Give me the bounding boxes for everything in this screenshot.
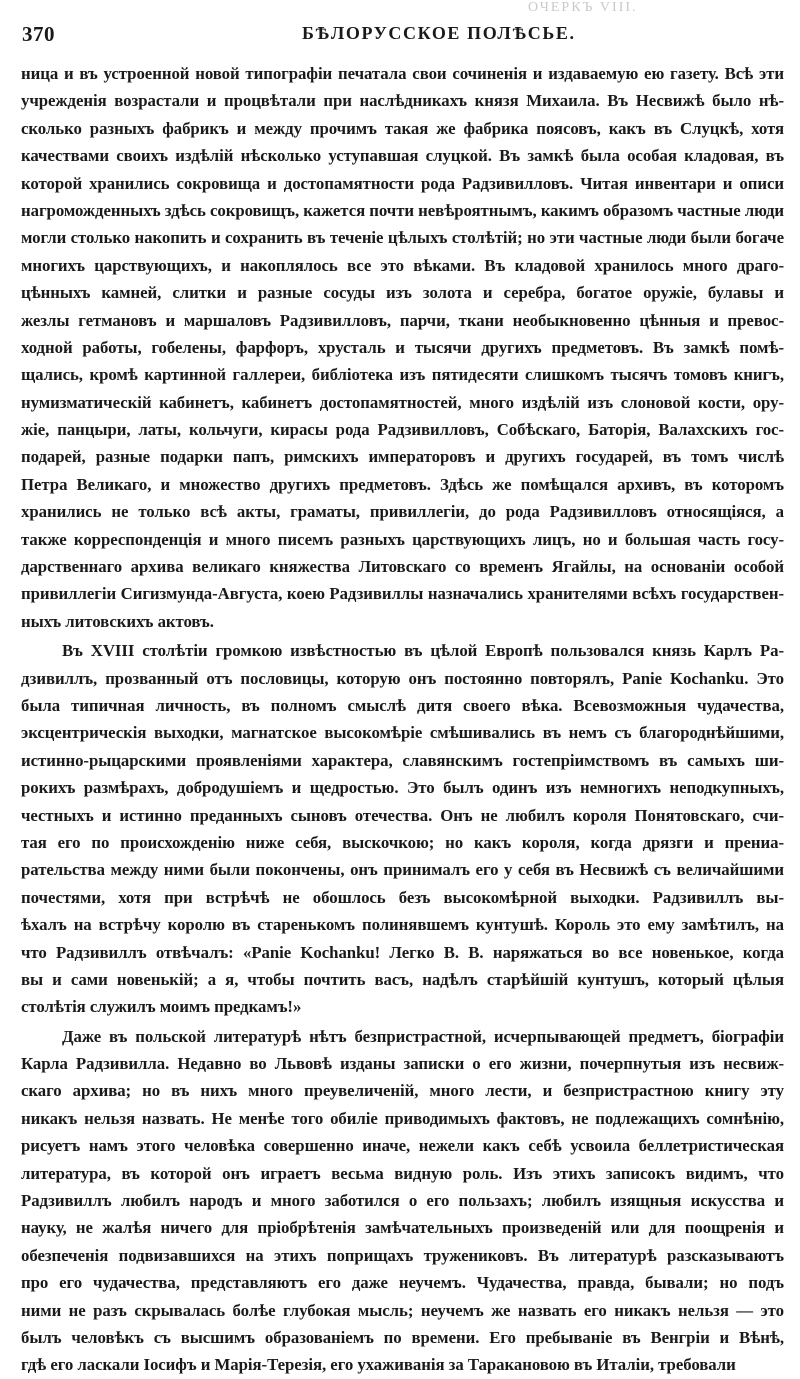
paragraph [21, 1023, 784, 1379]
text-line: почестями, хотя при встрѣчѣ не обошлось безъ высокомѣрной выходки. Радзивиллъ вы- [21, 887, 784, 907]
text-line: рокихъ размѣрахъ, добродушіемъ и щедростью. Это былъ одинъ изъ немногихъ неподкупныхъ, [21, 778, 784, 798]
text-line: литература, въ которой онъ играетъ весьма видную роль. Изъ этихъ записокъ видимъ, что [21, 1163, 784, 1183]
text-line: цѣнныхъ камней, слитки и разные сосуды изъ золота и серебра, богатое оружіе, булавы и [21, 283, 784, 303]
text-line: эксцентрическія выходки, магнатское высокомѣріе смѣшивались въ немъ съ благороднѣйшими, [21, 723, 784, 743]
body-text [21, 60, 784, 1379]
text-line: гдѣ его ласкали Іосифъ и Марія-Терезія, его ухаживанія за Таракановою въ Италіи, требовали [21, 1355, 736, 1375]
text-line: Карла Радзивилла. Недавно во Львовѣ изданы записки о его жизни, почерпнутыя изъ несвиж- [21, 1054, 784, 1074]
bleed-through-header: ОЧЕРКЪ VIII. [528, 0, 638, 15]
text-line: что Радзивиллъ отвѣчалъ: «Panie Kochanku! Легко В. В. наряжаться во все новенькое, когда [21, 942, 784, 962]
paragraph [21, 60, 784, 635]
text-line: также корреспонденція и много писемъ разныхъ царствующихъ лицъ, но и большая часть госу- [21, 529, 784, 549]
text-line: качествами своихъ издѣлій нѣсколько уступавшая слуцкой. Въ замкѣ была особая кладовая, въ [21, 146, 784, 166]
text-line: щались, кромѣ картинной галлереи, библіотека изъ пятидесяти слишкомъ тысячъ томовъ книгъ, [21, 365, 784, 385]
text-line: была типичная личность, въ полномъ смыслѣ дитя своего вѣка. Всевозможныя чудачества, [21, 695, 784, 715]
text-line: обезпеченія подвизавшихся на этихъ поприщахъ тружениковъ. Въ литературѣ разсказываютъ [21, 1245, 784, 1265]
text-line: Петра Великаго, и множество другихъ предметовъ. Здѣсь же помѣщался архивъ, въ которомъ [21, 474, 784, 494]
text-line: учрежденія возрастали и процвѣтали при наслѣдникахъ князя Михаила. Въ Несвижѣ было нѣ- [21, 91, 784, 111]
text-line: былъ человѣкъ съ высшимъ образованіемъ по времени. Его пребываніе въ Венгріи и Вѣнѣ, [21, 1327, 784, 1347]
text-line: столѣтія служилъ моимъ предкамъ!» [21, 997, 302, 1017]
text-line: ныхъ литовскихъ актовъ. [21, 611, 214, 631]
text-line: хранились не только всѣ акты, граматы, привиллегіи, до рода Радзивилловъ относящіяся, а [21, 502, 784, 522]
text-line: привиллегіи Сигизмунда-Августа, коею Радзивиллы назначались хранителями всѣхъ государствен- [21, 584, 784, 604]
text-line: которой хранились сокровища и достопамятности рода Радзивилловъ. Читая инвентари и описи [21, 173, 784, 193]
page-header [22, 22, 782, 48]
text-line: истинно-рыцарскими проявленіями характера, славянскимъ гостепріимствомъ въ самыхъ ши- [21, 750, 784, 770]
text-line: подарей, разные подарки папъ, римскихъ императоровъ и другихъ государей, въ томъ числѣ [21, 447, 784, 467]
text-line: рательства между ними были покончены, онъ принималъ его у себя въ Несвижѣ съ величайшими [21, 860, 784, 880]
text-line: ними не разъ скрывалась болѣе глубокая мысль; неучемъ же назвать его никакъ нельзя — это [21, 1300, 784, 1320]
text-line: про его чудачества, представляютъ его даже неучемъ. Чудачества, правда, бывали; но подъ [21, 1273, 784, 1293]
text-line: нумизматическій кабинетъ, кабинетъ достопамятностей, много издѣлій изъ слоновой кости, ору- [21, 392, 784, 412]
text-line: вы и сами новенькій; а я, чтобы почтить васъ, надѣлъ старѣйшій кунтушъ, который цѣлыя [21, 969, 784, 989]
running-title: БѢЛОРУССКОЕ ПОЛѢСЬЕ. [302, 23, 576, 43]
text-line: скаго архива; но въ нихъ много преувеличеній, много лести, и безпристрастною книгу эту [21, 1081, 784, 1101]
text-line: дарственнаго архива великаго княжества Литовскаго со временъ Ягайлы, на основаніи особой [21, 557, 784, 577]
text-line: науку, не жалѣя ничего для пріобрѣтенія замѣчательныхъ произведеній или для поощренія и [21, 1218, 784, 1238]
text-line: могли столько накопить и сохранить въ теченіе цѣлыхъ столѣтій; но эти частные люди были богаче [21, 228, 784, 248]
text-line: Даже въ польской литературѣ нѣтъ безпристрастной, исчерпывающей предметъ, біографіи [62, 1026, 784, 1046]
text-line: дзивиллъ, прозванный отъ пословицы, которую онъ постоянно повторялъ, Panie Kochanku. Это [21, 668, 784, 688]
text-line: никакъ нельзя назвать. Не менѣе того обиліе приводимыхъ фактовъ, не подлежащихъ сомнѣнію, [21, 1108, 784, 1128]
text-line: честныхъ и истинно преданныхъ сыновъ отечества. Онъ не любилъ короля Понятовскаго, счи- [21, 805, 784, 825]
text-line: ница и въ устроенной новой типографіи печатала свои сочиненія и издаваемую ею газету. Всѣ эти [21, 64, 784, 83]
text-line: Въ XVIII столѣтіи громкою извѣстностью въ цѣлой Европѣ пользовался князь Карлъ Ра- [62, 641, 784, 661]
text-line: сколько разныхъ фабрикъ и между прочимъ такая же фабрика поясовъ, какъ въ Слуцкѣ, хотя [21, 118, 784, 138]
text-line: ходной работы, гобелены, фарфоръ, хрусталь и тысячи другихъ предметовъ. Въ замкѣ помѣ- [21, 337, 784, 357]
paragraph [21, 637, 784, 1020]
text-line: многихъ царствующихъ, и накоплялось все это вѣками. Въ кладовой хранилось много драго- [21, 255, 784, 275]
text-line: рисуетъ намъ этого человѣка совершенно иначе, нежели какъ себѣ усвоила беллетристическая [21, 1136, 784, 1156]
page-number: 370 [22, 22, 55, 46]
text-line: нагроможденныхъ здѣсь сокровищъ, кажется почти невѣроятнымъ, какимъ образомъ частные люди [21, 200, 784, 220]
text-line: тая его по происхожденію ниже себя, выскочкою; но какъ короля, когда дрязги и прениа- [21, 832, 784, 852]
text-line: жіе, панцыри, латы, кольчуги, кирасы рода Радзивилловъ, Собѣскаго, Баторія, Валахскихъ гос- [21, 420, 784, 440]
text-line: жезлы гетмановъ и маршаловъ Радзивилловъ, парчи, ткани необыкновенно цѣнныя и превос- [21, 310, 784, 330]
text-line: ѣхалъ на встрѣчу королю въ старенькомъ полинявшемъ кунтушѣ. Король это ему замѣтилъ, на [21, 915, 784, 935]
text-line: Радзивиллъ любилъ народъ и много заботился о его пользахъ; любилъ изящныя искусства и [21, 1191, 784, 1211]
